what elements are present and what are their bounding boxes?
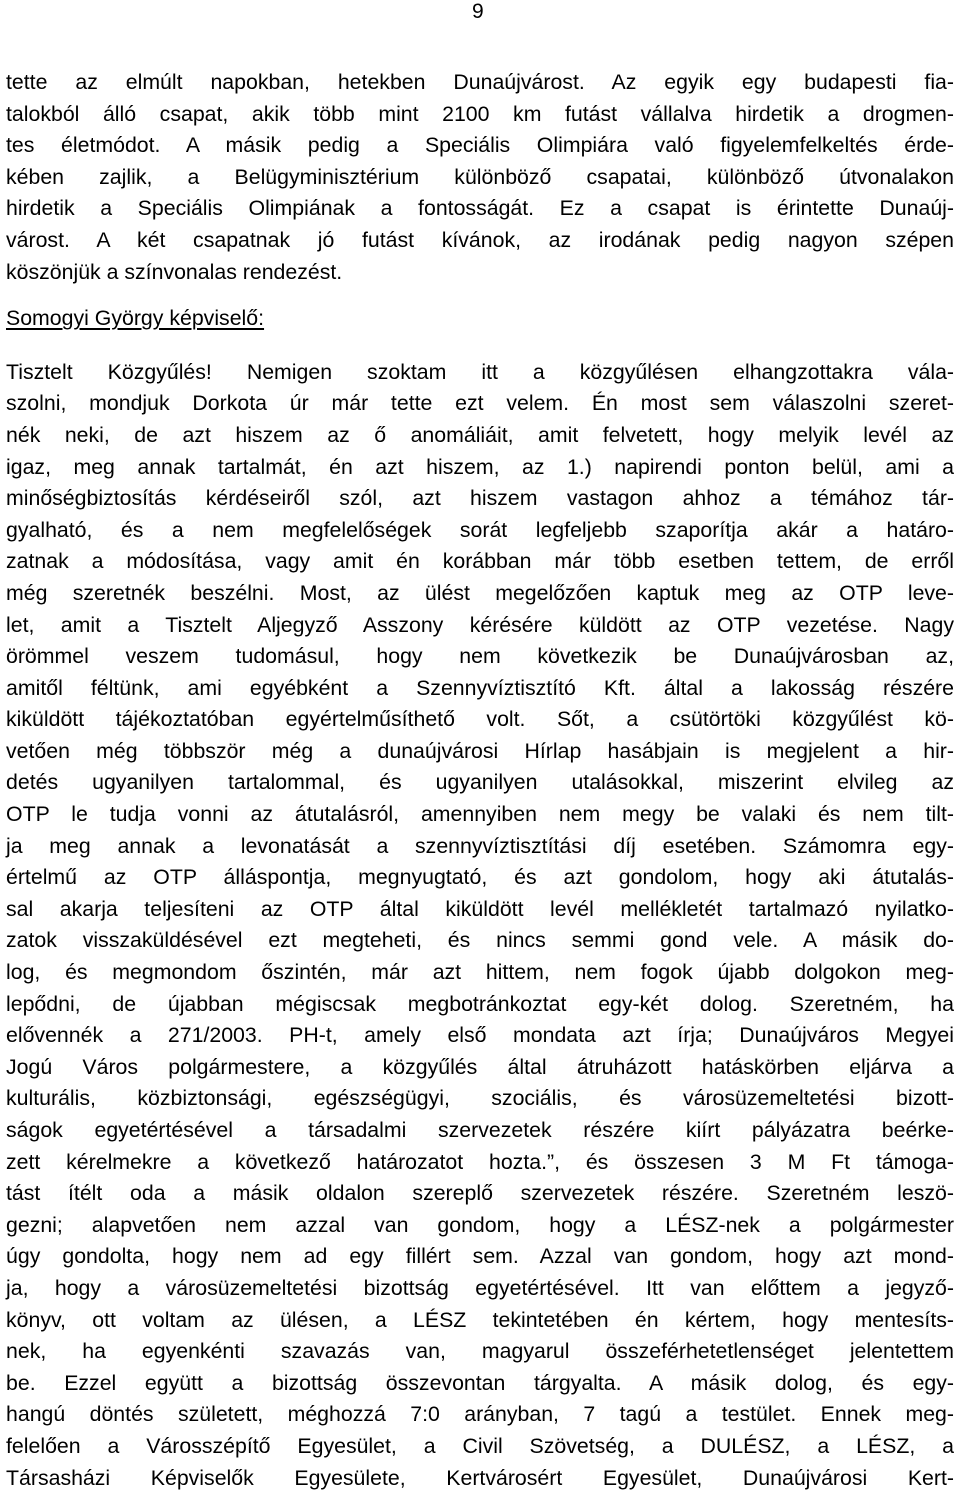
text-line: kében zajlik, a Belügyminisztérium különböző csapatai, különböző útvonalakon: [6, 164, 954, 189]
text-line: örömmel veszem tudomásul, hogy nem következik be Dunaújvárosban az,: [6, 644, 954, 669]
paragraph-1: [6, 67, 954, 288]
text-line: köszönjük a színvonalas rendezést.: [6, 259, 343, 284]
text-line: minőségbiztosítás kérdéseiről szól, azt hiszem vastagon ahhoz a témához tár-: [6, 486, 954, 511]
text-line: kiküldött tájékoztatóban egyértelműsíthető volt. Sőt, a csütörtöki közgyűlést kö-: [6, 707, 954, 732]
text-line: zatok visszaküldésével ezt megteheti, és nincs semmi gond vele. A másik do-: [6, 928, 954, 953]
text-line: vetően még többször még a dunaújvárosi Hírlap hasábjain is megjelent a hir-: [6, 738, 954, 763]
text-line: Társasházi Képviselők Egyesülete, Kertvárosért Egyesület, Dunaújvárosi Kert-: [6, 1465, 954, 1490]
text-line: gyalható, és a nem megfelelőségek sorát legfeljebb szaporítja akár a határo-: [6, 517, 954, 542]
text-line: sal akarja teljesíteni az OTP által kiküldött levél mellékletét tartalmazó nyilatko-: [6, 896, 954, 921]
text-line: hirdetik a Speciális Olimpiának a fontosságát. Ez a csapat is érintette Dunaúj-: [6, 196, 954, 221]
text-line: igaz, meg annak tartalmát, én azt hiszem, az 1.) napirendi ponton belül, ami a: [6, 454, 954, 479]
speaker-heading: Somogyi György képviselő:: [6, 306, 265, 331]
text-line: elővennék a 271/2003. PH-t, amely első mondata azt írja; Dunaújváros Megyei: [6, 1023, 954, 1048]
text-line: tette az elmúlt napokban, hetekben Dunaújvárost. Az egyik egy budapesti fia-: [6, 70, 954, 94]
text-line: szolni, mondjuk Dorkota úr már tette ezt velem. Én most sem válaszolni szeret-: [6, 391, 954, 416]
text-line: be. Ezzel együtt a bizottság összevontan tárgyalta. A másik dolog, és egy-: [6, 1370, 954, 1395]
text-line: detés ugyanilyen tartalommal, és ugyanilyen utalásokkal, miszerint elvileg az: [6, 770, 954, 795]
text-line: értelmű az OTP álláspontja, megnyugtató, és azt gondolom, hogy aki átutalás-: [6, 865, 954, 890]
text-line: kulturális, közbiztonsági, egészségügyi, szociális, és városüzemeltetési bizott-: [6, 1086, 954, 1111]
text-line: ságok egyetértésével a társadalmi szervezetek részére kiírt pályázatra beérke-: [6, 1118, 954, 1142]
text-line: tást ítélt oda a másik oldalon szereplő szervezetek részére. Szeretném leszö-: [6, 1181, 954, 1206]
paragraph-gap: [6, 288, 954, 303]
text-line: zett kérelmekre a következő határozatot hozta.”, és összesen 3 M Ft támoga-: [6, 1149, 954, 1174]
text-line: zatnak a módosítása, vagy amit én korábban már több esetben tettem, de erről: [6, 549, 954, 574]
text-line: talokból álló csapat, akik több mint 2100 km futást vállalva hirdetik a drogmen-: [6, 101, 954, 126]
text-line: nék neki, de azt hiszem az ő anomáliáit, amit felvetett, hogy melyik levél az: [6, 422, 954, 447]
text-line: könyv, ott voltam az ülésen, a LÉSZ tekintetében én kértem, hogy mentesíts-: [6, 1307, 954, 1332]
page-number: 9: [472, 0, 484, 23]
text-line: még szeretnék beszélni. Most, az ülést megelőzően kaptuk meg az OTP leve-: [6, 580, 954, 605]
text-line: ja meg annak a levonatását a szennyvíztisztítási díj esetében. Számomra egy-: [6, 833, 954, 858]
text-line: let, amit a Tisztelt Aljegyző Asszony kérésére küldött az OTP vezetése. Nagy: [6, 612, 954, 637]
text-line: OTP le tudja vonni az átutalásról, amennyiben nem megy be valaki és nem tilt-: [6, 802, 954, 827]
paragraph-2: [6, 357, 954, 1494]
document-body: [6, 67, 954, 1494]
text-line: tes életmódot. A másik pedig a Speciális Olimpiára való figyelemfelkeltés érde-: [6, 133, 954, 158]
paragraph-gap: [6, 335, 954, 357]
text-line: gezni; alapvetően nem azzal van gondom, hogy a LÉSZ-nek a polgármester: [6, 1212, 954, 1237]
text-line: hangú döntés született, méghozzá 7:0 arányban, 7 tagú a testület. Ennek meg-: [6, 1402, 954, 1427]
text-line: várost. A két csapatnak jó futást kívánok, az irodának pedig nagyon szépen: [6, 227, 954, 252]
text-line: felelően a Városszépítő Egyesület, a Civil Szövetség, a DULÉSZ, a LÉSZ, a: [6, 1433, 954, 1458]
text-line: ja, hogy a városüzemeltetési bizottság egyetértésével. Itt van előttem a jegyző-: [6, 1275, 954, 1300]
text-line: log, és megmondom őszintén, már azt hittem, nem fogok újabb dolgokon meg-: [6, 960, 954, 985]
text-line: amitől féltünk, ami egyébként a Szennyvíztisztító Kft. által a lakosság részére: [6, 675, 954, 700]
text-line: nek, ha egyenkénti szavazás van, magyarul összeférhetetlenséget jelentettem: [6, 1339, 954, 1364]
text-line: lepődni, de újabban mégiscsak megbotránkoztat egy-két dolog. Szeretném, ha: [6, 991, 954, 1016]
text-line: Jogú Város polgármestere, a közgyűlés által átruházott hatáskörben eljárva a: [6, 1054, 954, 1079]
text-line: úgy gondolta, hogy nem ad egy fillért sem. Azzal van gondom, hogy azt mond-: [6, 1244, 954, 1269]
text-line: Tisztelt Közgyűlés! Nemigen szoktam itt a közgyűlésen elhangzottakra vála-: [6, 359, 954, 384]
